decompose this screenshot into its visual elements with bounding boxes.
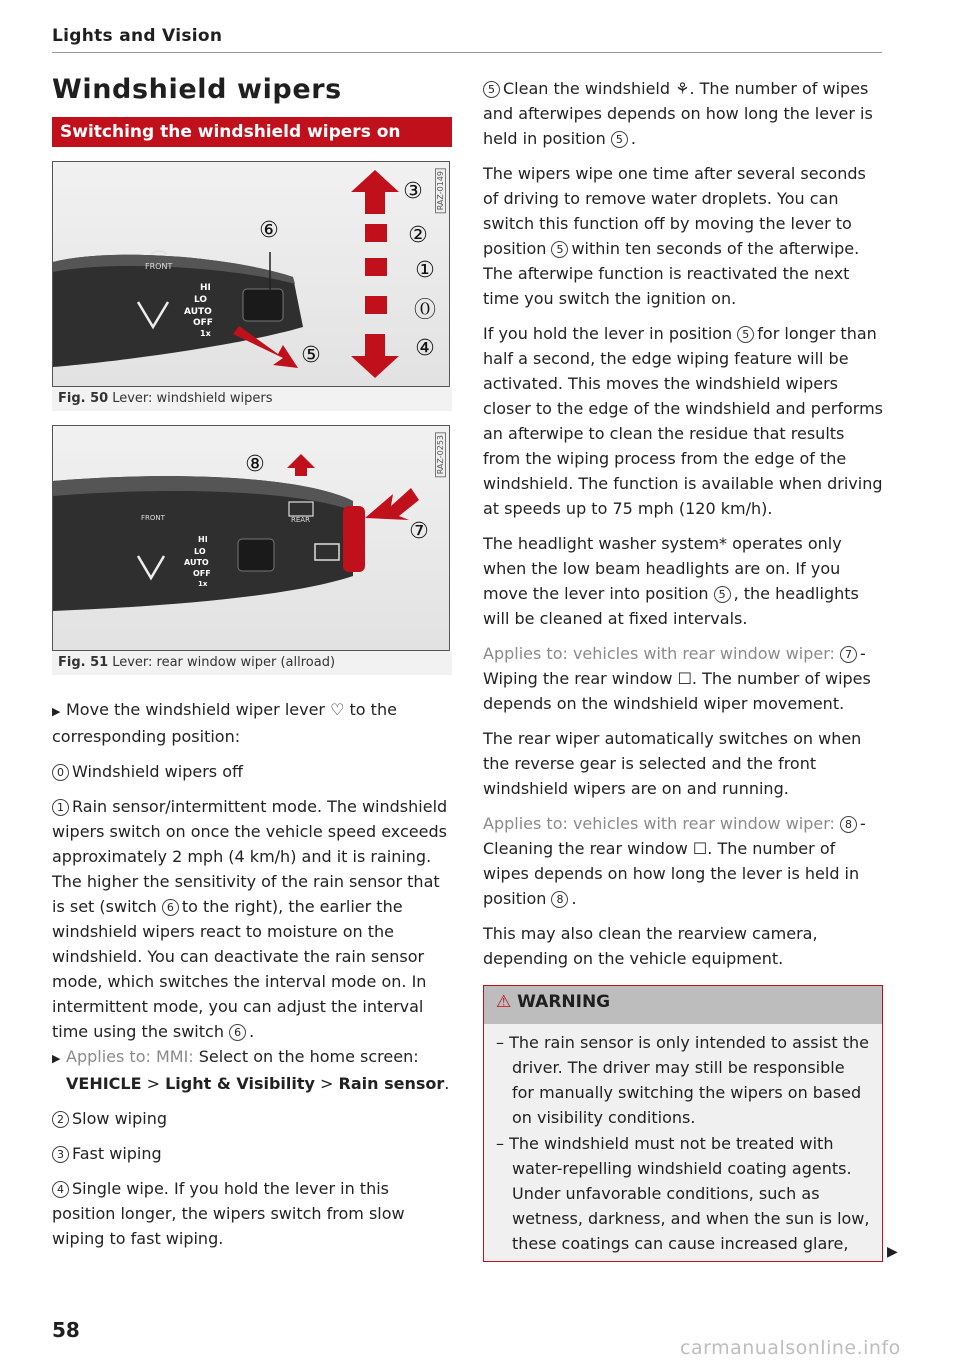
pos2-marker (365, 224, 387, 242)
figure-caption-51 (52, 651, 452, 675)
triangle-bullet-icon: ▶ (52, 705, 61, 718)
callout-2: ② (408, 223, 428, 248)
reverse-gear-paragraph: The rear wiper automatically switches on when the reverse gear is selected and the front windshield wipers are on and running. (483, 729, 862, 798)
callout-3: ③ (403, 179, 423, 204)
afterwipe-paragraph: The wipers wipe one time after several seconds of driving to remove water droplets. You can switch this function off by moving the lever to position 5 within ten seconds of the afterwipe. The afterwipe function is reactivated the next time you switch the ignition on. (483, 164, 866, 308)
lever-label-off: OFF (193, 569, 211, 578)
right-column (483, 76, 883, 1262)
position-1-text: 1 Rain sensor/intermittent mode. The windshield wipers switch on once the vehicle speed exceeds approximately 2 mph (4 km/h) and it is raining. The higher the sensitivity of the rain sensor that is set (switch 6 to the right), the earlier the windshield wipers react to moisture on the windshield. You can deactivate the rain sensor mode, which switches the interval mode on. In intermittent mode, you can adjust the interval time using the switch 6 . (52, 797, 448, 1041)
lever-label-1x: 1x (198, 580, 208, 588)
callout-6: ⑥ (259, 218, 279, 243)
position-number-badge: 1 (52, 799, 69, 816)
lever-label-hi: HI (200, 283, 211, 293)
caption-label: Fig. 50 (58, 391, 109, 406)
washer-icon: ⚘ (675, 79, 690, 98)
position-number-badge: 0 (52, 764, 69, 781)
lever-label-front: FRONT (145, 262, 173, 271)
caption-text: Lever: rear window wiper (allroad) (112, 655, 336, 670)
position-number-badge: 4 (52, 1181, 69, 1198)
arrow-down-icon (351, 334, 399, 378)
lever-label-1x: 1x (200, 329, 211, 338)
figure-rear-wiper-lever (52, 425, 450, 651)
edge-wiping-paragraph: If you hold the lever in position 5 for longer than half a second, the edge wiping feature will be activated. This moves the windshield wipers closer to the edge of the windshield and performs an afterwipe to clean the residue that results from the wiping process from the edge of the windshield. The function is available when driving at speeds up to 75 mph (120 km/h). (483, 324, 883, 518)
lever-label-off: OFF (193, 318, 213, 328)
lever-label-hi: HI (198, 535, 208, 544)
warning-box (483, 985, 883, 1262)
lever-label-auto: AUTO (184, 307, 212, 317)
page-number: 58 (52, 1318, 80, 1342)
caption-label: Fig. 51 (58, 655, 109, 670)
pos1-marker (365, 258, 387, 276)
mmi-instruction: ▶ Applies to: MMI: Select on the home screen: VEHICLE > Light & Visibility > Rain sensor. (52, 1047, 450, 1093)
warning-header (484, 986, 882, 1024)
rear-washer-icon: ☐ (692, 839, 708, 858)
position-2-text: 2 Slow wiping (52, 1106, 452, 1131)
wiper-icon: ♡ (330, 700, 345, 719)
warning-item: – The windshield must not be treated with water-repelling windshield coating agents. Under unfavorable conditions, such as wetness, darkness, and when the sun is low, these coatings can cause increased glare, (496, 1134, 870, 1253)
continue-arrow-icon: ▶ (887, 1244, 898, 1260)
callout-1: ① (415, 258, 435, 283)
rear-wiper-icon: ☐ (677, 669, 692, 688)
warning-body (484, 1024, 882, 1261)
callout-0: ⓪ (413, 298, 437, 323)
figure-code: RAZ-0149 (435, 168, 446, 213)
position-0-text: 0 Windshield wipers off (52, 759, 452, 784)
position-4-text: 4 Single wipe. If you hold the lever in this position longer, the wipers switch from slow wiping to fast wiping. (52, 1179, 405, 1248)
lever-label-lo: LO (194, 547, 206, 556)
callout-5: ⑤ (301, 343, 321, 368)
rotary-switch (238, 539, 274, 571)
warning-item: – The rain sensor is only intended to assist the driver. The driver may still be responsible for manually switching the wipers on based on visibility conditions. (496, 1033, 870, 1127)
header-divider (52, 52, 882, 53)
wiper-lever-illustration (53, 162, 450, 387)
position-3-text: 3 Fast wiping (52, 1141, 452, 1166)
caption-text: Lever: windshield wipers (112, 391, 273, 406)
section-header: Lights and Vision (52, 26, 223, 46)
arrow-up-icon (351, 170, 399, 214)
lever-label-lo: LO (194, 295, 208, 305)
rear-wipe-paragraph: Applies to: vehicles with rear window wiper: 7 - Wiping the rear window ☐. The number of wipes depends on the windshield wiper movement. (483, 644, 871, 713)
triangle-bullet-icon: ▶ (52, 1052, 61, 1065)
position-number-badge: 2 (52, 1111, 69, 1128)
lever-end-cap (343, 506, 365, 572)
callout-4: ④ (415, 336, 435, 361)
section-subheading: Switching the windshield wipers on (52, 117, 452, 147)
figure-wiper-lever (52, 161, 450, 387)
lever-label-front: FRONT (141, 514, 165, 522)
intro-paragraph: ▶ Move the windshield wiper lever ♡ to the corresponding position: (52, 700, 397, 746)
page-title: Windshield wipers (52, 74, 342, 105)
lever-label-auto: AUTO (184, 558, 209, 567)
position-number-badge: 3 (52, 1146, 69, 1163)
position-5-text: 5 Clean the windshield ⚘. The number of wipes and afterwipes depends on how long the lever is held in position 5 . (483, 79, 873, 148)
arrow-up-icon (287, 454, 315, 476)
pos0-marker (365, 296, 387, 314)
rotary-switch (243, 289, 283, 321)
watermark: carmanualsonline.info (680, 1337, 901, 1359)
figure-caption-50 (52, 387, 452, 411)
callout-8: ⑧ (245, 452, 265, 477)
camera-paragraph: This may also clean the rearview camera, depending on the vehicle equipment. (483, 924, 818, 968)
arrow-push-icon (365, 488, 419, 520)
warning-title: WARNING (517, 992, 611, 1012)
warning-triangle-icon: ⚠ (496, 992, 512, 1012)
rear-wiper-lever-illustration (53, 426, 450, 651)
rear-clean-paragraph: Applies to: vehicles with rear window wiper: 8 - Cleaning the rear window ☐. The number of wipes depends on how long the lever is held in position 8 . (483, 814, 866, 908)
lever-label-rear: REAR (291, 516, 310, 524)
left-column (52, 74, 452, 1251)
figure-code: RAZ-0253 (435, 432, 446, 477)
headlight-washer-paragraph: The headlight washer system* operates only when the low beam headlights are on. If you move the lever into position 5 , the headlights will be cleaned at fixed intervals. (483, 534, 859, 628)
callout-7: ⑦ (409, 519, 429, 544)
